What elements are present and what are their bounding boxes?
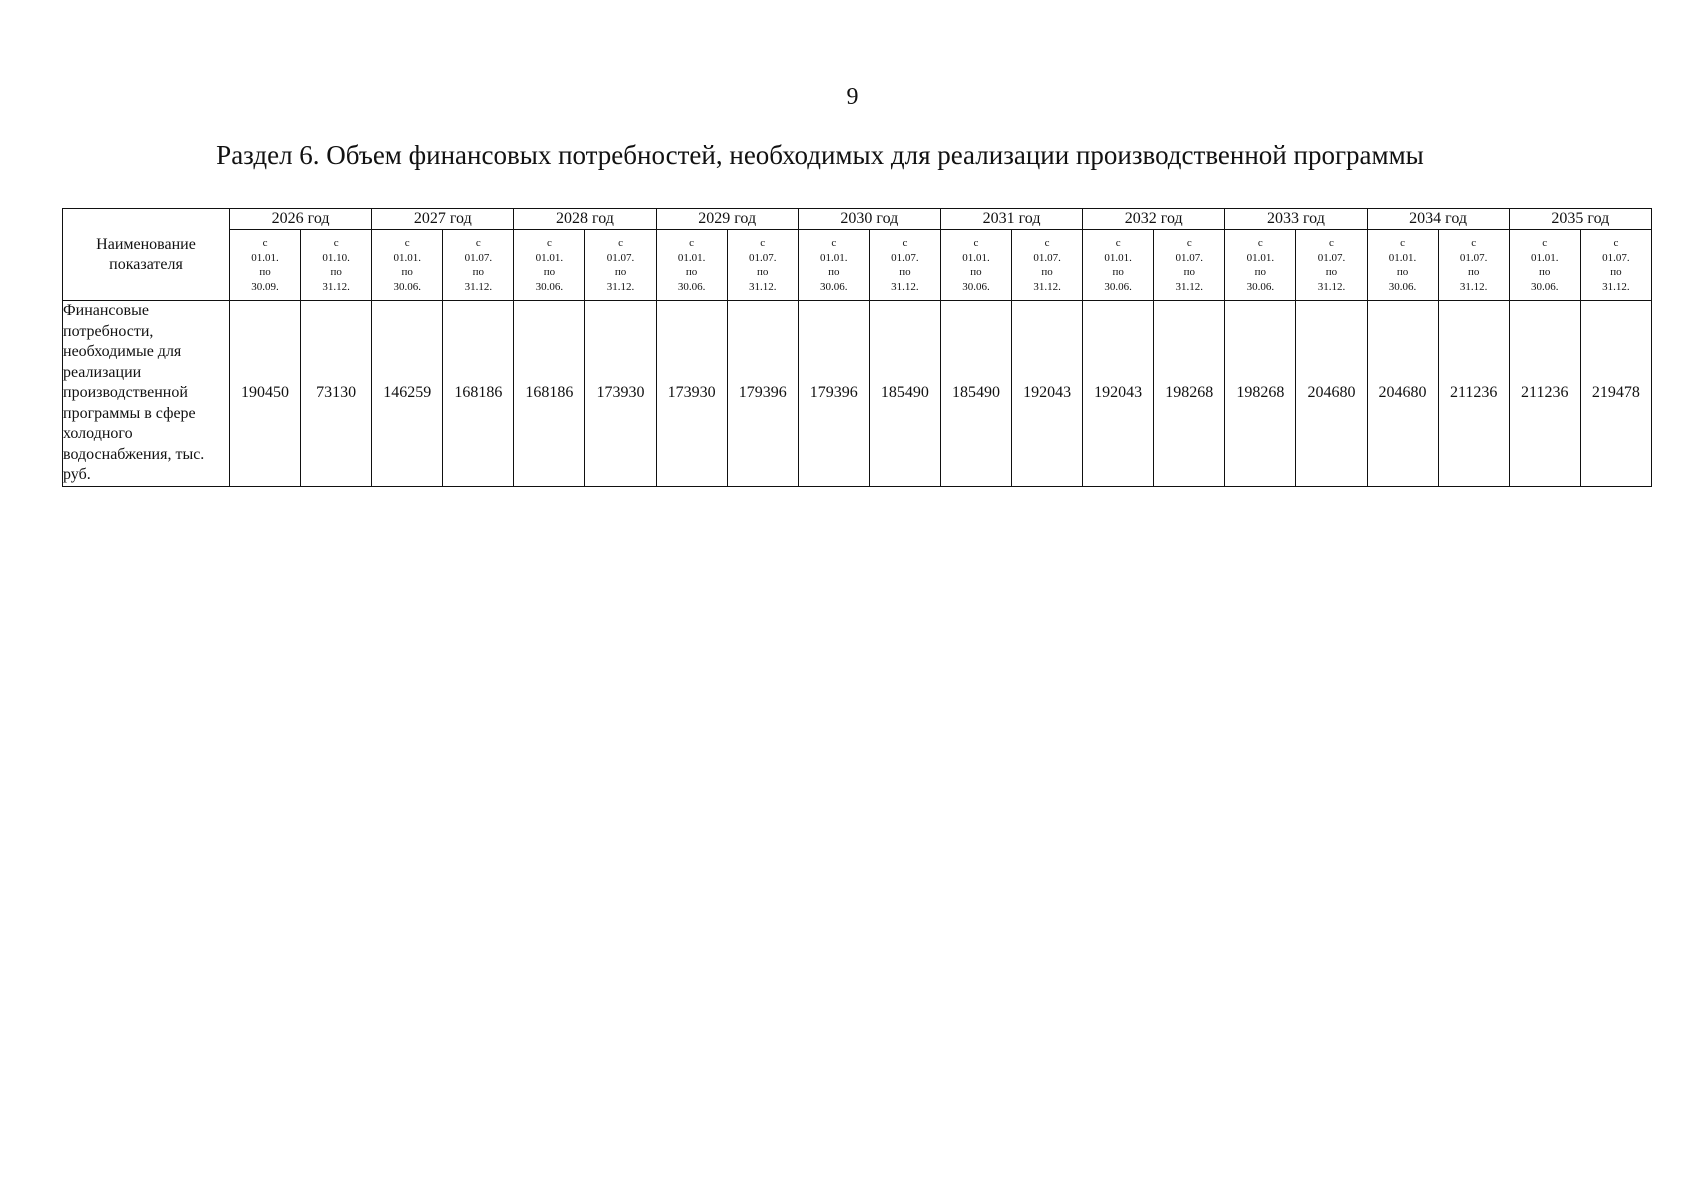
period-from: 01.01. (1104, 251, 1132, 264)
period-to: 31.12. (1033, 280, 1061, 293)
period-to: 31.12. (1602, 280, 1630, 293)
period-to-word: по (1396, 266, 1409, 278)
period-from-word: с (831, 237, 837, 249)
period-header (585, 230, 656, 301)
period-from: 01.07. (1459, 251, 1488, 264)
period-header (798, 230, 869, 301)
period-from: 01.07. (1033, 251, 1061, 264)
value-cell: 192043 (1012, 301, 1083, 487)
period-to-word: по (1610, 266, 1622, 278)
period-header (940, 230, 1011, 301)
value-cell: 211236 (1509, 301, 1580, 487)
value-cell: 173930 (585, 301, 656, 487)
period-to-word: по (1539, 266, 1551, 278)
period-from: 01.07. (1317, 251, 1346, 264)
year-header: 2035 год (1509, 209, 1651, 230)
period-to-word: по (1183, 266, 1195, 278)
period-header (1438, 230, 1509, 301)
period-to-word: по (757, 266, 769, 278)
period-to: 30.06. (1388, 280, 1417, 293)
period-from: 01.07. (606, 251, 635, 264)
period-from-word: с (1471, 237, 1477, 249)
period-to: 30.06. (393, 280, 421, 293)
period-to-word: по (259, 266, 271, 278)
year-header: 2034 год (1367, 209, 1509, 230)
period-header (514, 230, 585, 301)
period-to: 31.12. (322, 280, 350, 293)
year-header: 2026 год (230, 209, 372, 230)
value-cell: 168186 (514, 301, 585, 487)
period-to-word: по (1041, 266, 1053, 278)
period-header (230, 230, 301, 301)
period-from-word: с (1044, 237, 1050, 249)
period-from-word: с (1257, 237, 1263, 249)
period-from-word: с (333, 237, 339, 249)
value-cell: 190450 (230, 301, 301, 487)
period-to-word: по (1254, 266, 1267, 278)
year-header: 2030 год (798, 209, 940, 230)
period-from: 01.01. (251, 251, 279, 264)
period-from-word: с (689, 237, 695, 249)
period-to-word: по (1325, 266, 1338, 278)
period-from: 01.01. (1388, 251, 1417, 264)
period-header (656, 230, 727, 301)
period-to-word: по (401, 266, 413, 278)
period-from-word: с (262, 237, 268, 249)
period-header (1012, 230, 1083, 301)
year-header-row (63, 209, 1652, 230)
table-row (63, 301, 1652, 487)
value-cell: 219478 (1580, 301, 1651, 487)
period-to: 30.06. (962, 280, 990, 293)
year-header: 2033 год (1225, 209, 1367, 230)
value-cell: 185490 (940, 301, 1011, 487)
value-cell: 204680 (1296, 301, 1367, 487)
period-to: 30.06. (535, 280, 564, 293)
period-to-word: по (899, 266, 911, 278)
period-from-word: с (546, 237, 552, 249)
value-cell: 185490 (869, 301, 940, 487)
financial-needs-table (62, 208, 1652, 487)
period-to-word: по (1112, 266, 1124, 278)
value-cell: 211236 (1438, 301, 1509, 487)
period-from-word: с (1115, 237, 1121, 249)
period-from: 01.01. (535, 251, 564, 264)
period-to: 30.09. (251, 280, 279, 293)
period-to: 30.06. (677, 280, 706, 293)
period-to-word: по (970, 266, 982, 278)
period-header (869, 230, 940, 301)
value-cell: 198268 (1225, 301, 1296, 487)
period-to-word: по (828, 266, 840, 278)
period-from: 01.01. (393, 251, 421, 264)
period-to: 31.12. (1317, 280, 1346, 293)
period-header (1296, 230, 1367, 301)
value-cell: 146259 (372, 301, 443, 487)
period-header (727, 230, 798, 301)
period-from: 01.01. (962, 251, 990, 264)
period-from-word: с (1186, 237, 1192, 249)
year-header: 2027 год (372, 209, 514, 230)
period-from: 01.01. (1530, 251, 1559, 264)
period-from: 01.07. (1602, 251, 1630, 264)
value-cell: 173930 (656, 301, 727, 487)
period-to: 31.12. (464, 280, 493, 293)
period-to: 30.06. (1104, 280, 1132, 293)
row-label: Финансовые потребности, необходимые для реализации производственной программы в сфере холодного водоснабжения, тыс. руб. (63, 301, 230, 487)
period-to-word: по (472, 266, 485, 278)
period-from: 01.07. (748, 251, 777, 264)
period-header (372, 230, 443, 301)
period-header (1580, 230, 1651, 301)
value-cell: 168186 (443, 301, 514, 487)
period-from-word: с (760, 237, 766, 249)
period-header (1083, 230, 1154, 301)
period-from-word: с (902, 237, 908, 249)
year-header: 2028 год (514, 209, 656, 230)
period-to-word: по (1467, 266, 1480, 278)
period-to: 30.06. (820, 280, 848, 293)
period-to: 31.12. (748, 280, 777, 293)
section-title: Раздел 6. Объем финансовых потребностей, необходимых для реализации производственной программы (216, 140, 1424, 170)
period-to: 31.12. (606, 280, 635, 293)
year-header: 2031 год (940, 209, 1082, 230)
period-to: 30.06. (1530, 280, 1559, 293)
period-to-word: по (543, 266, 556, 278)
period-to: 31.12. (1459, 280, 1488, 293)
value-cell: 179396 (798, 301, 869, 487)
value-cell: 198268 (1154, 301, 1225, 487)
period-from-word: с (475, 237, 481, 249)
period-header (1367, 230, 1438, 301)
period-to: 30.06. (1246, 280, 1275, 293)
period-from: 01.01. (677, 251, 706, 264)
period-to: 31.12. (891, 280, 919, 293)
value-cell: 73130 (301, 301, 372, 487)
period-header (301, 230, 372, 301)
page-number: 9 (846, 84, 859, 110)
period-from-word: с (1542, 237, 1548, 249)
period-from: 01.10. (322, 251, 350, 264)
period-from-word: с (404, 237, 410, 249)
value-cell: 179396 (727, 301, 798, 487)
period-from: 01.07. (1175, 251, 1204, 264)
period-from: 01.07. (891, 251, 919, 264)
period-from: 01.01. (820, 251, 848, 264)
period-to-word: по (330, 266, 342, 278)
period-header-row (63, 230, 1652, 301)
period-header (443, 230, 514, 301)
year-header: 2029 год (656, 209, 798, 230)
period-header (1154, 230, 1225, 301)
year-header: 2032 год (1083, 209, 1225, 230)
period-to: 31.12. (1175, 280, 1204, 293)
period-from: 01.01. (1246, 251, 1275, 264)
period-to-word: по (685, 266, 698, 278)
period-from-word: с (618, 237, 623, 249)
value-cell: 204680 (1367, 301, 1438, 487)
period-from-word: с (1613, 237, 1619, 249)
period-header (1225, 230, 1296, 301)
value-cell: 192043 (1083, 301, 1154, 487)
period-from-word: с (973, 237, 979, 249)
period-from-word: с (1400, 237, 1405, 249)
period-from: 01.07. (464, 251, 493, 264)
period-to-word: по (614, 266, 627, 278)
indicator-name-header: Наименование показателя (63, 209, 230, 301)
period-from-word: с (1329, 237, 1334, 249)
period-header (1509, 230, 1580, 301)
